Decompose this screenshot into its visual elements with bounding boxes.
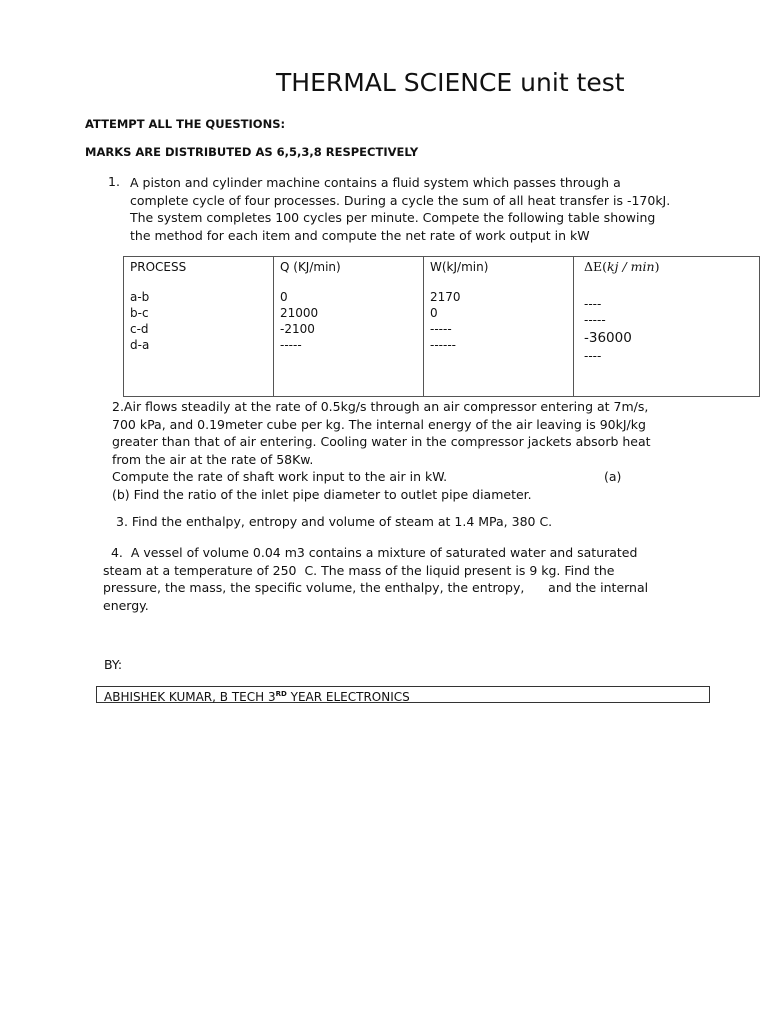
- question-4-line: energy.: [103, 597, 149, 613]
- process-cell: a-b: [130, 290, 150, 304]
- energy-unit: kj / min: [607, 259, 655, 274]
- question-1-text: [130, 174, 690, 244]
- instruction-marks: MARKS ARE DISTRIBUTED AS 6,5,3,8 RESPECTIVELY: [85, 145, 419, 159]
- question-3-text: 3. Find the enthalpy, entropy and volume of steam at 1.4 MPa, 380 C.: [116, 514, 553, 529]
- question-4-line: 4. A vessel of volume 0.04 m3 contains a mixture of saturated water and saturated: [103, 545, 638, 560]
- energy-cell: -36000: [584, 330, 632, 346]
- question-1-line: complete cycle of four processes. During a cycle the sum of all heat transfer is -170kJ.: [130, 192, 671, 208]
- process-cell: b-c: [130, 306, 149, 320]
- heat-column: [274, 257, 424, 397]
- question-4-line: pressure, the mass, the specific volume, the enthalpy, the entropy, and the internal: [103, 580, 649, 595]
- heat-cell: 0: [280, 290, 288, 304]
- work-cell: 0: [430, 306, 438, 320]
- energy-header: [584, 259, 753, 275]
- delta-e-symbol: ΔE: [584, 259, 603, 274]
- energy-cell: -----: [584, 313, 606, 327]
- process-cell: d-a: [130, 338, 150, 352]
- question-2-text: [112, 398, 651, 503]
- question-1-line: the method for each item and compute the net rate of work output in kW: [130, 227, 590, 243]
- question-2-line: 700 kPa, and 0.19meter cube per kg. The internal energy of the air leaving is 90kJ/kg: [112, 416, 646, 432]
- author-prefix: ABHISHEK KUMAR, B TECH 3: [104, 690, 276, 704]
- question-2-line-4: from the air at the rate of 58Kw.: [112, 451, 314, 467]
- work-cell: -----: [430, 322, 452, 336]
- work-header: W(kJ/min): [430, 260, 489, 274]
- question-1-number: 1.: [108, 174, 120, 189]
- question-1-line: A piston and cylinder machine contains a fluid system which passes through a: [130, 175, 621, 190]
- by-label: BY:: [104, 657, 123, 672]
- work-cell: 2170: [430, 290, 461, 304]
- author-superscript: RD: [275, 690, 287, 698]
- question-2-line: Compute the rate of shaft work input to the air in kW.: [112, 469, 448, 484]
- paren-open: (: [602, 259, 608, 274]
- instruction-attempt-all: ATTEMPT ALL THE QUESTIONS:: [85, 117, 286, 131]
- process-header: PROCESS: [130, 260, 187, 274]
- process-column: [124, 257, 274, 397]
- question-2-line: (b) Find the ratio of the inlet pipe diameter to outlet pipe diameter.: [112, 486, 532, 502]
- author-suffix: YEAR ELECTRONICS: [286, 690, 410, 704]
- energy-cell: ----: [584, 349, 602, 363]
- energy-cell: ----: [584, 297, 602, 311]
- heat-cell: -----: [280, 338, 302, 352]
- document-title: THERMAL SCIENCE unit test: [276, 68, 625, 97]
- question-2-line: 2.Air flows steadily at the rate of 0.5kg/s through an air compressor entering at 7m/s,: [112, 399, 649, 414]
- question-1-line: The system completes 100 cycles per minute. Compete the following table showing: [130, 210, 656, 225]
- process-table: [123, 256, 760, 397]
- heat-header: Q (KJ/min): [280, 260, 341, 274]
- question-4-text: [103, 544, 648, 614]
- heat-cell: 21000: [280, 306, 319, 320]
- process-cell: c-d: [130, 322, 149, 336]
- paren-close: ): [654, 259, 660, 274]
- question-4-line: steam at a temperature of 250 C. The mass of the liquid present is 9 kg. Find the: [103, 562, 615, 578]
- heat-cell: -2100: [280, 322, 315, 336]
- energy-column: [574, 257, 760, 397]
- question-2-part-a-label: (a): [604, 469, 622, 484]
- work-column: [424, 257, 574, 397]
- question-2-line: greater than that of air entering. Cooling water in the compressor jackets absorb heat: [112, 434, 651, 449]
- work-cell: ------: [430, 338, 456, 352]
- author-box: [96, 686, 710, 703]
